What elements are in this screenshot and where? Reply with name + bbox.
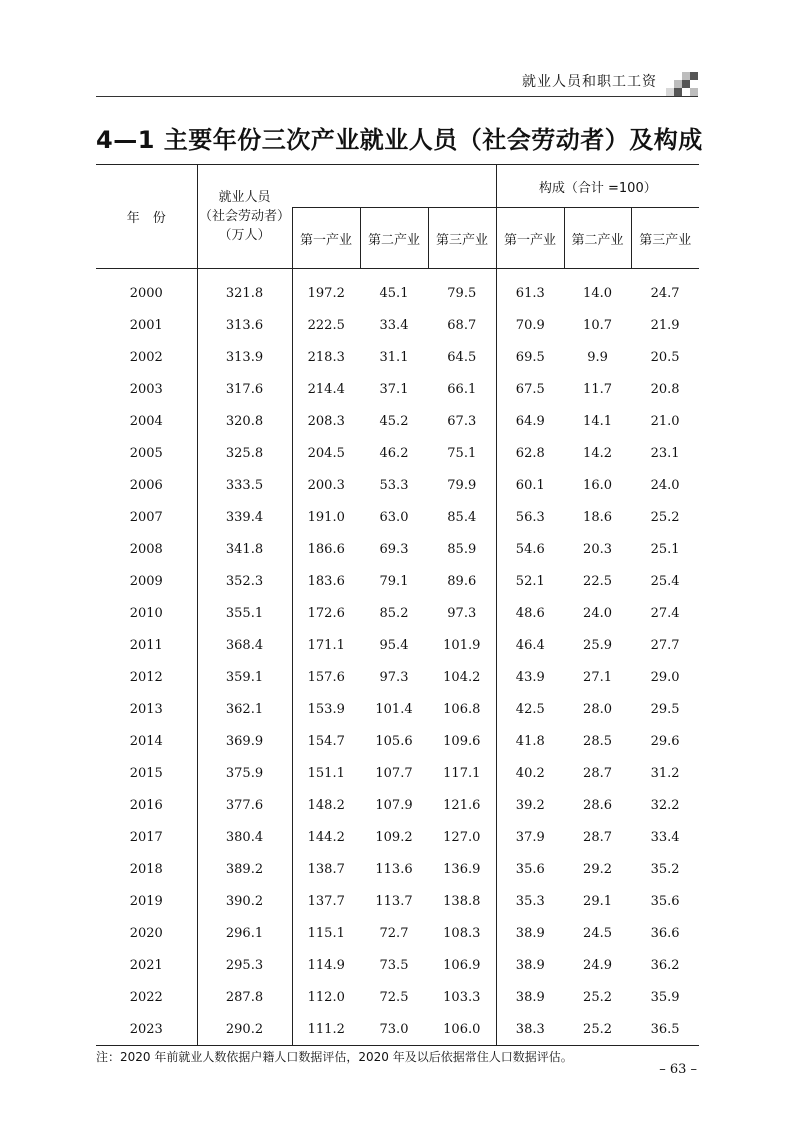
tertiary-cell: 79.5 bbox=[428, 269, 496, 310]
secondary-cell: 72.7 bbox=[379, 925, 409, 941]
year-cell: 2008 bbox=[96, 533, 197, 565]
pct-tertiary-cell: 20.8 bbox=[650, 381, 680, 397]
primary-cell: 137.7 bbox=[307, 893, 345, 909]
tertiary-cell: 127.0 bbox=[428, 821, 496, 853]
pct-primary-cell: 56.3 bbox=[515, 509, 545, 525]
table-row bbox=[96, 661, 699, 693]
employed-total-cell: 325.8 bbox=[197, 437, 292, 469]
secondary-cell: 73.0 bbox=[360, 1013, 428, 1046]
tertiary-cell: 89.6 bbox=[428, 565, 496, 597]
pct-tertiary-cell: 29.6 bbox=[650, 733, 680, 749]
pct-tertiary-cell: 35.2 bbox=[650, 861, 680, 877]
pct-primary-cell: 48.6 bbox=[515, 605, 545, 621]
tertiary-cell: 67.3 bbox=[428, 405, 496, 437]
pct-tertiary-cell: 27.7 bbox=[650, 637, 680, 653]
tertiary-cell: 106.9 bbox=[428, 949, 496, 981]
pct-secondary-cell: 24.5 bbox=[583, 925, 612, 941]
primary-cell: 157.6 bbox=[307, 669, 345, 685]
pct-secondary-cell: 25.2 bbox=[564, 1013, 631, 1046]
pct-tertiary-cell: 24.0 bbox=[650, 477, 680, 493]
table-row bbox=[96, 533, 699, 565]
year-cell: 2020 bbox=[96, 917, 197, 949]
tertiary-cell: 104.2 bbox=[428, 661, 496, 693]
pct-primary-cell: 38.9 bbox=[515, 989, 545, 1005]
table-row bbox=[96, 1013, 699, 1046]
secondary-cell: 113.7 bbox=[375, 893, 413, 909]
pct-primary-cell: 60.1 bbox=[515, 477, 545, 493]
table-row bbox=[96, 917, 699, 949]
secondary-cell: 72.5 bbox=[379, 989, 409, 1005]
employed-total-cell: 296.1 bbox=[197, 917, 292, 949]
pct-secondary-cell: 25.9 bbox=[583, 637, 612, 653]
employed-total-cell: 359.1 bbox=[197, 661, 292, 693]
year-cell: 2003 bbox=[96, 373, 197, 405]
table-row bbox=[96, 597, 699, 629]
tertiary-cell: 106.0 bbox=[428, 1013, 496, 1046]
footnote: 注：2020 年前就业人数依据户籍人口数据评估，2020 年及以后依据常住人口数据评估。 bbox=[96, 1050, 573, 1064]
employed-header-line-1: 就业人员 bbox=[218, 190, 271, 205]
pct-tertiary-cell: 33.4 bbox=[650, 829, 680, 845]
year-cell: 2014 bbox=[96, 725, 197, 757]
employed-total-cell: 339.4 bbox=[197, 501, 292, 533]
employed-total-cell: 377.6 bbox=[197, 789, 292, 821]
checker-ornament-icon bbox=[666, 72, 698, 96]
employed-total-cell: 352.3 bbox=[197, 565, 292, 597]
table-row bbox=[96, 725, 699, 757]
secondary-cell: 37.1 bbox=[379, 381, 409, 397]
primary-cell: 200.3 bbox=[307, 477, 345, 493]
tertiary-cell: 85.4 bbox=[428, 501, 496, 533]
primary-cell: 148.2 bbox=[307, 797, 345, 813]
table-row bbox=[96, 693, 699, 725]
pct-secondary-cell: 14.1 bbox=[583, 413, 612, 429]
employed-total-cell: 362.1 bbox=[197, 693, 292, 725]
table-row bbox=[96, 789, 699, 821]
secondary-cell: 95.4 bbox=[379, 637, 409, 653]
pct-primary-cell: 38.9 bbox=[515, 957, 545, 973]
composition-header: 构成（合计 =100） bbox=[496, 165, 699, 208]
pct-secondary-cell: 28.6 bbox=[583, 797, 612, 813]
pct-primary-cell: 41.8 bbox=[515, 733, 545, 749]
running-header-text: 就业人员和职工工资 bbox=[522, 74, 657, 90]
pct-primary-cell: 61.3 bbox=[515, 285, 545, 301]
employed-total-cell: 389.2 bbox=[197, 853, 292, 885]
secondary-cell: 63.0 bbox=[379, 509, 409, 525]
secondary-cell: 101.4 bbox=[375, 701, 413, 717]
table-row bbox=[96, 981, 699, 1013]
table-row bbox=[96, 405, 699, 437]
pct-secondary-cell: 28.0 bbox=[583, 701, 612, 717]
employed-total-cell: 313.6 bbox=[197, 309, 292, 341]
primary-cell: 115.1 bbox=[307, 925, 345, 941]
table-row bbox=[96, 501, 699, 533]
pct-tertiary-cell: 36.5 bbox=[631, 1013, 699, 1046]
primary-cell: 114.9 bbox=[307, 957, 345, 973]
table-row bbox=[96, 853, 699, 885]
tertiary-cell: 75.1 bbox=[428, 437, 496, 469]
pct-secondary-cell: 24.0 bbox=[583, 605, 612, 621]
sub-header-tertiary: 第三产业 bbox=[428, 208, 496, 269]
secondary-cell: 85.2 bbox=[379, 605, 409, 621]
pct-tertiary-cell: 23.1 bbox=[650, 445, 680, 461]
table-row bbox=[96, 629, 699, 661]
table-row bbox=[96, 821, 699, 853]
year-cell: 2011 bbox=[96, 629, 197, 661]
secondary-cell: 53.3 bbox=[379, 477, 409, 493]
primary-cell: 218.3 bbox=[307, 349, 345, 365]
primary-cell: 191.0 bbox=[307, 509, 345, 525]
year-cell: 2001 bbox=[96, 309, 197, 341]
table-row bbox=[96, 373, 699, 405]
year-cell: 2009 bbox=[96, 565, 197, 597]
secondary-cell: 31.1 bbox=[379, 349, 409, 365]
secondary-cell: 33.4 bbox=[379, 317, 409, 333]
pct-tertiary-cell: 25.4 bbox=[650, 573, 680, 589]
employed-total-cell: 290.2 bbox=[197, 1013, 292, 1046]
pct-primary-cell: 38.3 bbox=[496, 1013, 564, 1046]
pct-secondary-cell: 20.3 bbox=[583, 541, 612, 557]
secondary-cell: 69.3 bbox=[379, 541, 409, 557]
year-cell: 2005 bbox=[96, 437, 197, 469]
tertiary-cell: 66.1 bbox=[428, 373, 496, 405]
primary-cell: 154.7 bbox=[307, 733, 345, 749]
table-title: 4—1 主要年份三次产业就业人员（社会劳动者）及构成 bbox=[96, 126, 703, 154]
year-cell: 2021 bbox=[96, 949, 197, 981]
pct-primary-cell: 46.4 bbox=[515, 637, 545, 653]
pct-secondary-cell: 24.9 bbox=[583, 957, 612, 973]
employed-total-cell: 390.2 bbox=[197, 885, 292, 917]
tertiary-cell: 121.6 bbox=[428, 789, 496, 821]
employed-total-cell: 295.3 bbox=[197, 949, 292, 981]
pct-primary-cell: 40.2 bbox=[515, 765, 545, 781]
year-cell: 2023 bbox=[96, 1013, 197, 1046]
employed-total-cell: 375.9 bbox=[197, 757, 292, 789]
year-cell: 2016 bbox=[96, 789, 197, 821]
primary-cell: 111.2 bbox=[292, 1013, 360, 1046]
secondary-cell: 109.2 bbox=[375, 829, 413, 845]
table-row bbox=[96, 309, 699, 341]
primary-cell: 153.9 bbox=[307, 701, 345, 717]
primary-cell: 197.2 bbox=[307, 285, 345, 301]
tertiary-cell: 138.8 bbox=[428, 885, 496, 917]
employed-total-cell: 341.8 bbox=[197, 533, 292, 565]
pct-primary-cell: 62.8 bbox=[515, 445, 545, 461]
year-cell: 2022 bbox=[96, 981, 197, 1013]
pct-tertiary-cell: 24.7 bbox=[650, 285, 680, 301]
pct-secondary-cell: 29.1 bbox=[583, 893, 612, 909]
running-header bbox=[0, 0, 805, 120]
secondary-cell: 107.7 bbox=[375, 765, 413, 781]
pct-secondary-cell: 11.7 bbox=[583, 381, 612, 397]
year-cell: 2007 bbox=[96, 501, 197, 533]
employed-header bbox=[197, 165, 292, 269]
pct-primary-cell: 64.9 bbox=[515, 413, 545, 429]
table-row bbox=[96, 885, 699, 917]
year-cell: 2012 bbox=[96, 661, 197, 693]
tertiary-cell: 136.9 bbox=[428, 853, 496, 885]
primary-cell: 172.6 bbox=[307, 605, 345, 621]
year-cell: 2000 bbox=[96, 269, 197, 310]
pct-secondary-cell: 10.7 bbox=[583, 317, 612, 333]
pct-secondary-cell: 16.0 bbox=[583, 477, 612, 493]
secondary-cell: 107.9 bbox=[375, 797, 413, 813]
table-row bbox=[96, 565, 699, 597]
primary-cell: 208.3 bbox=[307, 413, 345, 429]
pct-secondary-cell: 28.7 bbox=[583, 765, 612, 781]
primary-cell: 186.6 bbox=[307, 541, 345, 557]
primary-cell: 171.1 bbox=[307, 637, 345, 653]
secondary-cell: 73.5 bbox=[379, 957, 409, 973]
tertiary-cell: 97.3 bbox=[428, 597, 496, 629]
table-row bbox=[96, 341, 699, 373]
pct-secondary-cell: 18.6 bbox=[583, 509, 612, 525]
primary-cell: 204.5 bbox=[307, 445, 345, 461]
pct-tertiary-cell: 25.2 bbox=[650, 509, 680, 525]
year-cell: 2018 bbox=[96, 853, 197, 885]
pct-secondary-cell: 29.2 bbox=[583, 861, 612, 877]
tertiary-cell: 117.1 bbox=[428, 757, 496, 789]
employed-header-line-2: （社会劳动者） bbox=[198, 209, 290, 224]
employed-total-cell: 369.9 bbox=[197, 725, 292, 757]
table-row bbox=[96, 437, 699, 469]
pct-tertiary-cell: 20.5 bbox=[650, 349, 680, 365]
primary-cell: 144.2 bbox=[307, 829, 345, 845]
sub-header-pct-primary: 第一产业 bbox=[496, 208, 564, 269]
secondary-cell: 97.3 bbox=[379, 669, 409, 685]
pct-primary-cell: 35.3 bbox=[515, 893, 545, 909]
pct-secondary-cell: 22.5 bbox=[583, 573, 612, 589]
primary-cell: 151.1 bbox=[307, 765, 345, 781]
pct-tertiary-cell: 27.4 bbox=[650, 605, 680, 621]
pct-primary-cell: 39.2 bbox=[515, 797, 545, 813]
header-rule bbox=[96, 96, 698, 97]
pct-secondary-cell: 9.9 bbox=[587, 349, 608, 365]
employed-total-cell: 355.1 bbox=[197, 597, 292, 629]
employed-total-cell: 333.5 bbox=[197, 469, 292, 501]
pct-tertiary-cell: 25.1 bbox=[650, 541, 680, 557]
year-cell: 2006 bbox=[96, 469, 197, 501]
tertiary-cell: 68.7 bbox=[428, 309, 496, 341]
employed-total-cell: 313.9 bbox=[197, 341, 292, 373]
primary-cell: 112.0 bbox=[307, 989, 345, 1005]
tertiary-cell: 108.3 bbox=[428, 917, 496, 949]
pct-tertiary-cell: 21.9 bbox=[650, 317, 680, 333]
pct-secondary-cell: 14.0 bbox=[583, 285, 612, 301]
page-number: – 63 – bbox=[659, 1062, 697, 1077]
pct-primary-cell: 67.5 bbox=[515, 381, 545, 397]
pct-secondary-cell: 28.7 bbox=[583, 829, 612, 845]
pct-tertiary-cell: 36.6 bbox=[650, 925, 680, 941]
tertiary-cell: 109.6 bbox=[428, 725, 496, 757]
pct-primary-cell: 38.9 bbox=[515, 925, 545, 941]
primary-cell: 214.4 bbox=[307, 381, 345, 397]
pct-secondary-cell: 14.2 bbox=[583, 445, 612, 461]
primary-cell: 183.6 bbox=[307, 573, 345, 589]
table-row bbox=[96, 269, 699, 310]
primary-cell: 222.5 bbox=[307, 317, 345, 333]
pct-tertiary-cell: 31.2 bbox=[650, 765, 680, 781]
sub-header-pct-secondary: 第二产业 bbox=[564, 208, 631, 269]
table-row bbox=[96, 949, 699, 981]
table-row bbox=[96, 757, 699, 789]
pct-tertiary-cell: 36.2 bbox=[650, 957, 680, 973]
tertiary-cell: 64.5 bbox=[428, 341, 496, 373]
tertiary-cell: 79.9 bbox=[428, 469, 496, 501]
pct-tertiary-cell: 29.5 bbox=[650, 701, 680, 717]
employed-total-cell: 380.4 bbox=[197, 821, 292, 853]
employed-total-cell: 317.6 bbox=[197, 373, 292, 405]
pct-primary-cell: 52.1 bbox=[515, 573, 545, 589]
primary-cell: 138.7 bbox=[307, 861, 345, 877]
pct-primary-cell: 37.9 bbox=[515, 829, 545, 845]
employed-total-cell: 320.8 bbox=[197, 405, 292, 437]
pct-tertiary-cell: 29.0 bbox=[650, 669, 680, 685]
tertiary-cell: 106.8 bbox=[428, 693, 496, 725]
pct-primary-cell: 69.5 bbox=[515, 349, 545, 365]
secondary-cell: 113.6 bbox=[375, 861, 413, 877]
employed-header-line-3: （万人） bbox=[218, 228, 271, 243]
tertiary-cell: 103.3 bbox=[428, 981, 496, 1013]
secondary-cell: 105.6 bbox=[375, 733, 413, 749]
pct-primary-cell: 70.9 bbox=[515, 317, 545, 333]
secondary-cell: 46.2 bbox=[379, 445, 409, 461]
sub-header-secondary: 第二产业 bbox=[360, 208, 428, 269]
pct-tertiary-cell: 21.0 bbox=[650, 413, 680, 429]
pct-tertiary-cell: 35.9 bbox=[650, 989, 680, 1005]
pct-secondary-cell: 28.5 bbox=[583, 733, 612, 749]
year-cell: 2019 bbox=[96, 885, 197, 917]
secondary-cell: 79.1 bbox=[379, 573, 409, 589]
employed-total-cell: 368.4 bbox=[197, 629, 292, 661]
year-cell: 2015 bbox=[96, 757, 197, 789]
employed-total-cell: 321.8 bbox=[197, 269, 292, 310]
pct-secondary-cell: 25.2 bbox=[583, 989, 612, 1005]
pct-primary-cell: 54.6 bbox=[515, 541, 545, 557]
pct-primary-cell: 42.5 bbox=[515, 701, 545, 717]
sector-blank-header bbox=[292, 165, 496, 208]
employed-total-cell: 287.8 bbox=[197, 981, 292, 1013]
table-row bbox=[96, 469, 699, 501]
year-cell: 2017 bbox=[96, 821, 197, 853]
pct-primary-cell: 43.9 bbox=[515, 669, 545, 685]
pct-secondary-cell: 27.1 bbox=[583, 669, 612, 685]
sub-header-primary: 第一产业 bbox=[292, 208, 360, 269]
year-cell: 2013 bbox=[96, 693, 197, 725]
year-cell: 2010 bbox=[96, 597, 197, 629]
table-body bbox=[96, 269, 699, 1046]
pct-tertiary-cell: 32.2 bbox=[650, 797, 680, 813]
year-header: 年 份 bbox=[96, 165, 197, 269]
pct-tertiary-cell: 35.6 bbox=[650, 893, 680, 909]
pct-primary-cell: 35.6 bbox=[515, 861, 545, 877]
year-cell: 2004 bbox=[96, 405, 197, 437]
year-cell: 2002 bbox=[96, 341, 197, 373]
tertiary-cell: 101.9 bbox=[428, 629, 496, 661]
sub-header-pct-tertiary: 第三产业 bbox=[631, 208, 699, 269]
secondary-cell: 45.2 bbox=[379, 413, 409, 429]
secondary-cell: 45.1 bbox=[379, 285, 409, 301]
employment-table bbox=[96, 164, 699, 1046]
tertiary-cell: 85.9 bbox=[428, 533, 496, 565]
